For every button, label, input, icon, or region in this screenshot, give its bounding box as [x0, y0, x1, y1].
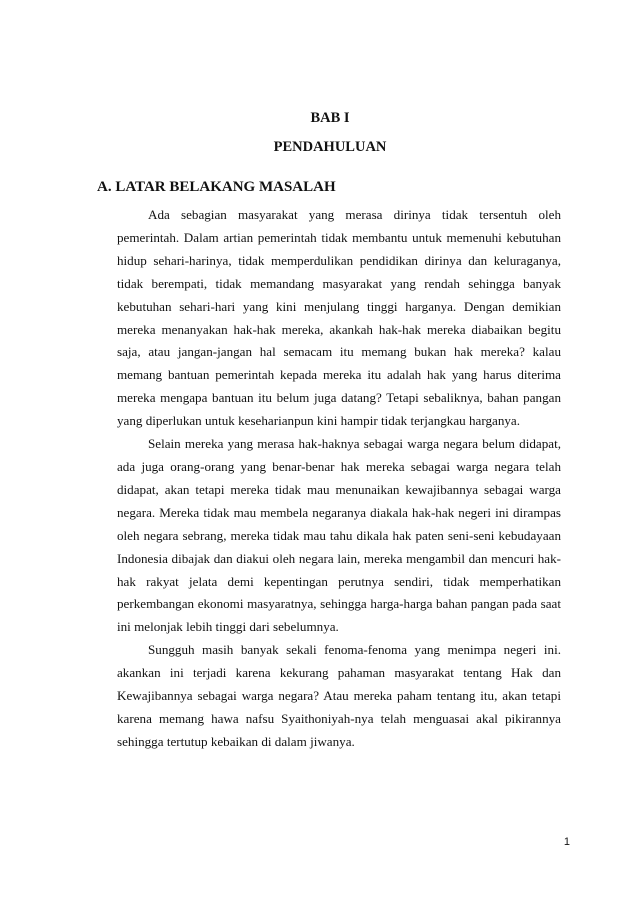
page-number: 1	[563, 836, 570, 848]
body-text	[117, 204, 561, 754]
paragraph: Selain mereka yang merasa hak-haknya sebagai warga negara belum didapat, ada juga orang-orang yang benar-benar hak mereka sebagai warga negara telah didapat, akan tetapi mereka tidak mau menunaikan kewajibannya sebagai warga negara. Mereka tidak mau membela negaranya diakala hak-hak negeri ini dirampas oleh negara sebrang, mereka tidak mau tahu dikala hak paten seni-seni kebudayaan Indonesia dibajak dan diakui oleh negara lain, mereka mengambil dan mencuri hak-hak rakyat jelata demi kepentingan perutnya sendiri, tidak memperhatikan perkembangan ekonomi masyaratnya, sehingga harga-harga bahan pangan pada saat ini melonjak lebih tinggi dari sebelumnya.	[117, 436, 561, 635]
paragraph: Ada sebagian masyarakat yang merasa dirinya tidak tersentuh oleh pemerintah. Dalam artian pemerintah tidak membantu untuk memenuhi kebutuhan hidup sehari-harinya, tidak memperdulikan pendidikan dirinya dan keluraganya, tidak berempati, tidak memandang masyarakat yang rendah sehingga banyak kebutuhan sehari-hari yang kini menjulang tinggi harganya. Dengan demikian mereka menanyakan hak-hak mereka, akankah hak-hak mereka diabaikan begitu saja, atau jangan-jangan hal semacam itu memang bukan hak mereka? kalau memang bantuan pemerintah kepada mereka itu adalah hak yang harus diterima mereka mengapa bantuan itu belum juga datang? Tetapi sebaliknya, bahan pangan yang diperlukan untuk keseharianpun kini hampir tidak terjangkau harganya.	[117, 207, 561, 429]
chapter-title: PENDAHULUAN	[273, 139, 387, 155]
paragraph: Sungguh masih banyak sekali fenoma-fenoma yang menimpa negeri ini. akankan ini terjadi karena kekurang pahaman masyarakat tentang Hak dan Kewajibannya sebagai warga negara? Atau mereka paham tentang itu, akan tetapi karena memang hawa nafsu Syaithoniyah-nya telah menguasai akal pikirannya sehingga tertutup kebaikan di dalam jiwanya.	[117, 642, 561, 749]
chapter-header	[0, 104, 638, 162]
section-heading: A. LATAR BELAKANG MASALAH	[97, 179, 336, 195]
chapter-number: BAB I	[310, 110, 350, 126]
